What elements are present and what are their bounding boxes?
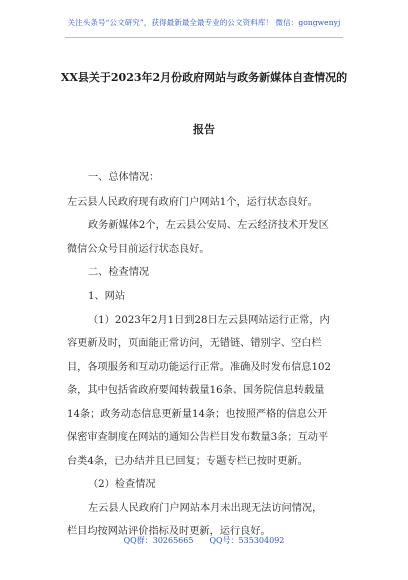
body-line: 微信公众号目前运行状态良好。 [67,244,210,255]
section-heading-inspection: 二、检查情况 [88,267,150,278]
subsection-heading-check: （2）检查情况 [88,479,156,490]
body-line: 左云县人民政府现有政府门户网站1个，运行状态良好。 [67,197,318,208]
body-line: （1）2023年2月1日到28日左云县网站运行正常，内 [88,315,330,326]
body-line: 14条；政务动态信息更新量14条；也按照严格的信息公开 [67,409,328,420]
body-line: 台类4条，已办结并且已回复；专题专栏已按时更新。 [67,456,308,467]
footer-contact[interactable]: QQ群：30265665 QQ号：535304092 [123,536,285,545]
header-divider [65,37,343,38]
header-banner[interactable]: 关注头条号“公文研究”，获得最新最全最专业的公文资料库！ 微信：gongwenyj [67,18,341,27]
body-line: 左云县人民政府门户网站本月未出现无法访问情况， [88,503,323,514]
body-line: 栏目均按网站评价指标及时更新，运行良好。 [67,526,271,537]
body-line: 保密审查制度在网站的通知公告栏目发布数量3条；互动平 [67,432,329,443]
section-heading-overview: 一、总体情况： [88,172,160,183]
body-line: 条，其中包括省政府要闻转载量16条、国务院信息转载量 [67,385,325,396]
subsection-heading-website: 1、网站 [88,291,126,302]
body-line: 目，各项服务和互动功能运行正常。准确及时发布信息102 [67,362,331,373]
document-title: XX县关于2023年2月份政府网站与政务新媒体自查情况的 [60,71,348,84]
body-line: 容更新及时，页面能正常访问，无错链、错别字、空白栏 [67,338,322,349]
document-title-continued: 报告 [193,123,215,136]
body-line: 政务新媒体2个，左云县公安局、左云经济技术开发区 [88,220,329,231]
